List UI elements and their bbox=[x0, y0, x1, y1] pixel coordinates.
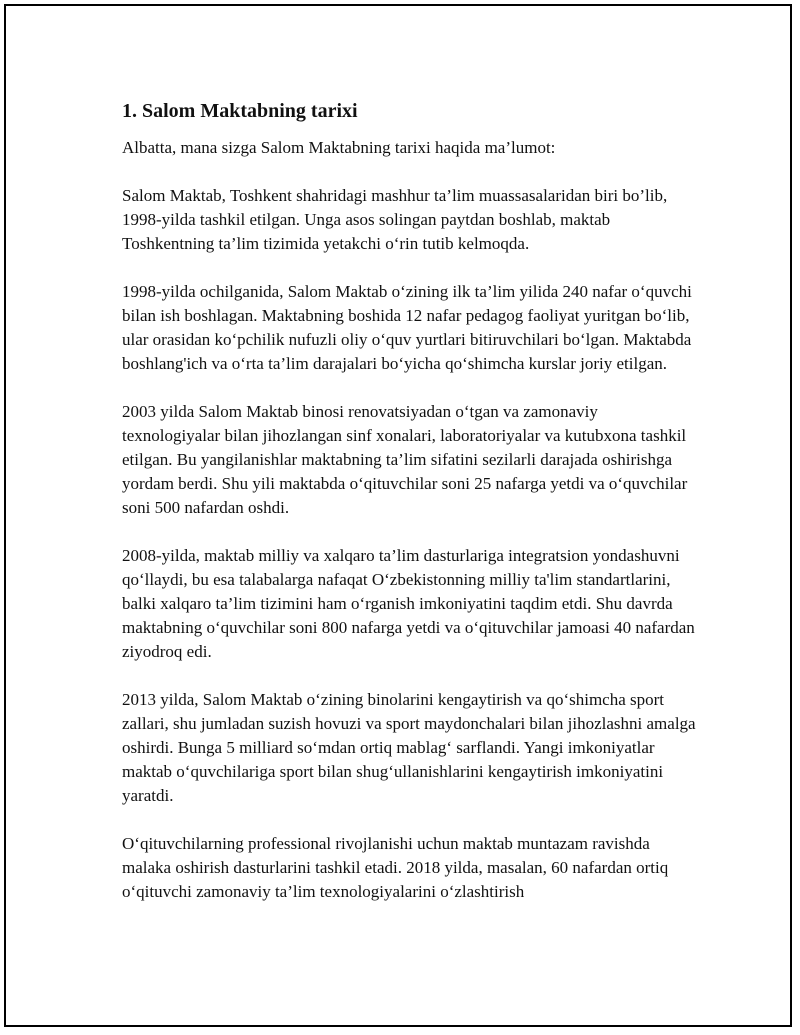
intro-paragraph: Albatta, mana sizga Salom Maktabning tarixi haqida ma’lumot: bbox=[122, 138, 556, 157]
paragraph-teacher-development: O‘qituvchilarning professional rivojlanishi uchun maktab muntazam ravishda malaka oshirish dasturlarini tashkil etadi. 2018 yilda, masalan, 60 nafardan ortiq o‘qituvchi zamonaviy ta’lim texnologiyalarini o‘zlashtirish bbox=[122, 834, 669, 901]
section-heading: 1. Salom Maktabning tarixi bbox=[122, 100, 358, 122]
document-body bbox=[122, 98, 697, 928]
paragraph-2008-programs: 2008-yilda, maktab milliy va xalqaro ta’lim dasturlariga integratsion yondashuvni qo‘llaydi, bu esa talabalarga nafaqat O‘zbekistonning milliy ta'lim standartlarini, balki xalqaro ta’lim tizimini ham o‘rganish imkoniyatini taqdim etdi. Shu davrda maktabning o‘quvchilar soni 800 nafarga yetdi va o‘qituvchilar jamoasi 40 nafardan ziyodroq edi. bbox=[122, 546, 695, 661]
paragraph-2013-expansion: 2013 yilda, Salom Maktab o‘zining binolarini kengaytirish va qo‘shimcha sport zallari, shu jumladan suzish hovuzi va sport maydonchalari bilan jihozlashni amalga oshirdi. Bunga 5 milliard so‘mdan ortiq mablag‘ sarflandi. Yangi imkoniyatlar maktab o‘quvchilariga sport bilan shug‘ullanishlarini kengaytirish imkoniyatini yaratdi. bbox=[122, 690, 696, 805]
paragraph-2003-renovation: 2003 yilda Salom Maktab binosi renovatsiyadan o‘tgan va zamonaviy texnologiyalar bilan jihozlangan sinf xonalari, laboratoriyalar va kutubxona tashkil etilgan. Bu yangilanishlar maktabning ta’lim sifatini sezilarli darajada oshirishga yordam berdi. Shu yili maktabda o‘qituvchilar soni 25 nafarga yetdi va o‘quvchilar soni 500 nafardan oshdi. bbox=[122, 402, 688, 517]
page-frame bbox=[4, 4, 792, 1027]
paragraph-1998-founding: Salom Maktab, Toshkent shahridagi mashhur ta’lim muassasalaridan biri bo’lib, 1998-yilda tashkil etilgan. Unga asos solingan paytdan boshlab, maktab Toshkentning ta’lim tizimida yetakchi o‘rin tutib kelmoqda. bbox=[122, 186, 668, 253]
paragraph-1998-opening: 1998-yilda ochilganida, Salom Maktab o‘zining ilk ta’lim yilida 240 nafar o‘quvchi bilan ish boshlagan. Maktabning boshida 12 nafar pedagog faoliyat yuritgan bo‘lib, ular orasidan ko‘pchilik nufuzli oliy o‘quv yurtlari bitiruvchilari bo‘lgan. Maktabda boshlang'ich va o‘rta ta’lim darajalari bo‘yicha qo‘shimcha kurslar joriy etilgan. bbox=[122, 282, 692, 373]
